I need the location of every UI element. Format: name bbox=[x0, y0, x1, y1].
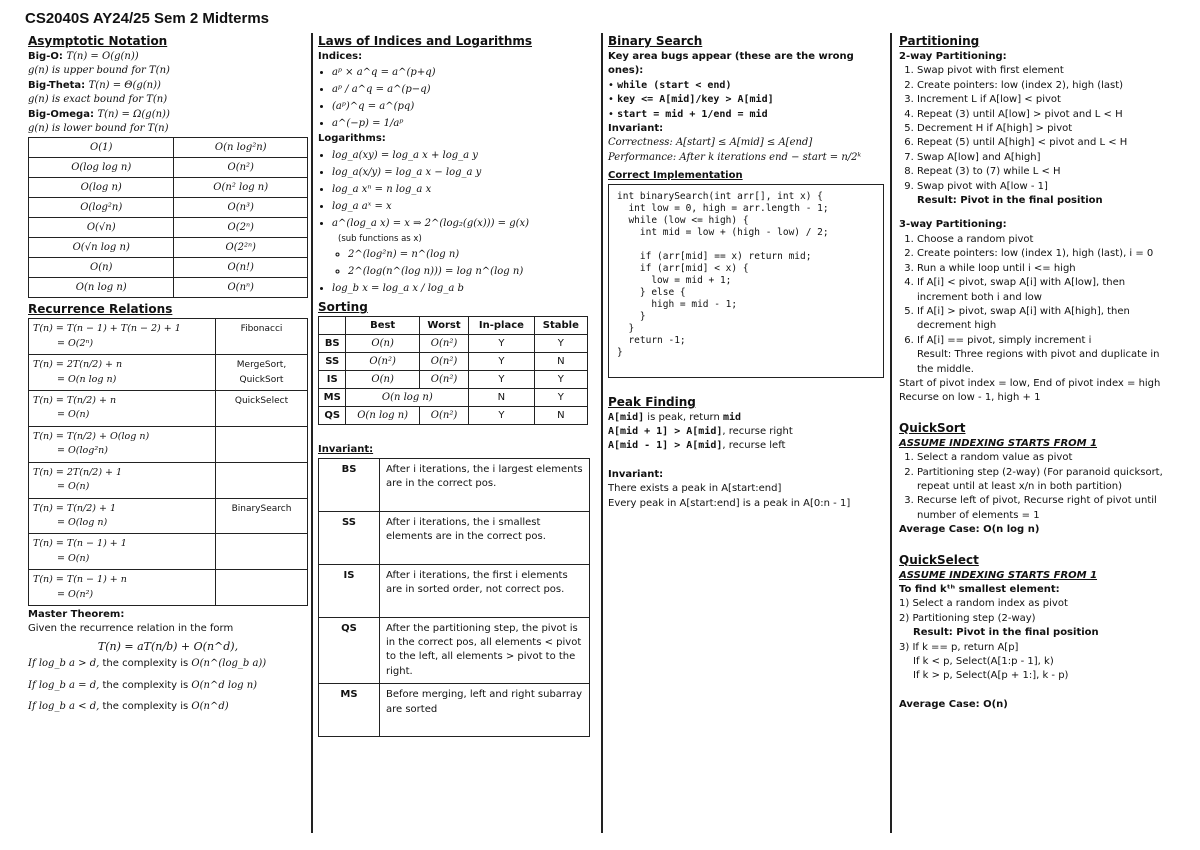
peak-action: is peak, return bbox=[644, 411, 724, 423]
recurrence-result: = O(n) bbox=[57, 481, 90, 493]
recurrence-result: = O(n) bbox=[57, 409, 90, 421]
column-1 bbox=[28, 33, 308, 721]
peak-invariant-1: There exists a peak in A[start:end] bbox=[608, 483, 782, 495]
invariant-text: After the partitioning step, the pivot is in the correct pos, all elements < pivot to the left, all elements > pivot to the right. bbox=[380, 617, 590, 684]
sorting-algo: BS bbox=[319, 335, 346, 353]
two-way-label: 2-way Partitioning: bbox=[899, 51, 1007, 62]
sorting-inplace: N bbox=[469, 389, 534, 407]
invariant-algo: IS bbox=[319, 564, 380, 617]
sorting-row bbox=[319, 371, 588, 389]
invariant-algo: SS bbox=[319, 511, 380, 564]
binary-invariant-label: Invariant: bbox=[608, 123, 664, 135]
quickselect-step: 1) Select a random index as pivot bbox=[899, 598, 1068, 610]
complexity-cell: O(n² log n) bbox=[174, 178, 308, 198]
complexity-table bbox=[28, 137, 308, 298]
master-case-text: the complexity is bbox=[99, 700, 192, 712]
quicksort-step: 2. Partitioning step (2-way) (For paranoid quicksort, repeat until at least x/n in both partition) bbox=[917, 466, 1175, 495]
recurrence-equation: T(n) = T(n − 1) + 1 bbox=[33, 538, 127, 550]
three-way-step: 2. Create pointers: low (index 1), high (last), i = 0 bbox=[917, 247, 1175, 261]
log-law: • log_a xⁿ = n log_a x bbox=[332, 181, 590, 198]
peak-rule bbox=[608, 439, 886, 453]
invariant-text: After i iterations, the i smallest elements are in the correct pos. bbox=[380, 511, 590, 564]
recurrence-equation-cell bbox=[29, 426, 216, 462]
log-sub-example: ◦ 2^(log(n^(log n))) = log n^(log n) bbox=[348, 263, 590, 280]
sorting-row bbox=[319, 353, 588, 371]
complexity-cell: O(n log²n) bbox=[174, 138, 308, 158]
three-way-step: 1. Choose a random pivot bbox=[917, 233, 1175, 247]
quickselect-average: Average Case: O(n) bbox=[899, 698, 1008, 710]
master-case-condition: If log_b a > d, bbox=[28, 658, 100, 670]
two-way-step: 3. Increment L if A[low] < pivot bbox=[917, 93, 1175, 107]
quicksort-step: 3. Recurse left of pivot, Recurse right of pivot until number of elements = 1 bbox=[917, 494, 1175, 523]
invariant-text: After i iterations, the first i elements are in sorted order, not correct pos. bbox=[380, 564, 590, 617]
two-way-step: 9. Swap pivot with A[low - 1] bbox=[917, 180, 1175, 194]
implementation-heading: Correct Implementation bbox=[608, 170, 743, 182]
recurrence-algorithm: QuickSelect bbox=[216, 391, 308, 427]
master-case-result: O(n^d) bbox=[191, 700, 229, 712]
bullet-icon: • bbox=[608, 94, 618, 106]
asymptotic-label: Big-O: bbox=[28, 51, 67, 62]
log-law: • a^(log_a x) = x ⇒ 2^(log₂(g(x))) = g(x) bbox=[332, 215, 590, 232]
complexity-cell: O(log log n) bbox=[29, 158, 174, 178]
peak-invariant-2: Every peak in A[start:end] is a peak in A[0:n - 1] bbox=[608, 497, 851, 509]
complexity-cell: O(1) bbox=[29, 138, 174, 158]
sorting-inplace: Y bbox=[469, 335, 534, 353]
recurrence-equation-cell bbox=[29, 462, 216, 498]
quickselect-step: 3) If k == p, return A[p] bbox=[899, 641, 1019, 653]
sorting-worst: O(n²) bbox=[419, 353, 468, 371]
asymptotic-line bbox=[28, 64, 308, 78]
column-2 bbox=[318, 33, 590, 737]
two-way-step: 6. Repeat (5) until A[high] < pivot and L < H bbox=[917, 136, 1175, 150]
peak-condition: A[mid + 1] > A[mid] bbox=[608, 426, 723, 438]
recurrence-row bbox=[29, 462, 308, 498]
invariant-row bbox=[319, 684, 590, 737]
asymptotic-line bbox=[28, 50, 308, 64]
quickselect-steps bbox=[899, 597, 1175, 683]
column-4 bbox=[899, 33, 1175, 712]
logarithms-list bbox=[318, 147, 590, 232]
bug-code: key <= A[mid]/key > A[mid] bbox=[617, 94, 774, 106]
sorting-stable: Y bbox=[534, 389, 587, 407]
column-3 bbox=[608, 33, 886, 511]
sorting-header-cell: Stable bbox=[534, 317, 587, 335]
master-theorem-intro: Given the recurrence relation in the form bbox=[28, 623, 234, 635]
recurrence-equation-cell bbox=[29, 355, 216, 391]
invariant-text: Before merging, left and right subarray are sorted bbox=[380, 684, 590, 737]
sorting-stable: N bbox=[534, 353, 587, 371]
asymptotic-text: T(n) = Θ(g(n)) bbox=[88, 79, 161, 91]
recurrence-equation-cell bbox=[29, 498, 216, 534]
log-sub-note: (sub functions as x) bbox=[338, 233, 422, 244]
complexity-cell: O(n) bbox=[29, 258, 174, 278]
recurrence-result: = O(n) bbox=[57, 552, 90, 564]
sorting-table bbox=[318, 316, 588, 425]
complexity-cell: O(2ⁿ) bbox=[174, 218, 308, 238]
sorting-best: O(n log n) bbox=[346, 407, 419, 425]
sorting-algo: QS bbox=[319, 407, 346, 425]
peak-condition: A[mid] bbox=[608, 411, 645, 423]
sorting-header-row bbox=[319, 317, 588, 335]
two-way-step: 5. Decrement H if A[high] > pivot bbox=[917, 122, 1175, 136]
index-law: • aᵖ × a^q = a^(p+q) bbox=[332, 64, 590, 81]
master-case-condition: If log_b a = d, bbox=[28, 679, 100, 691]
recurrence-equation: T(n) = T(n/2) + O(log n) bbox=[33, 430, 150, 442]
page-title: CS2040S AY24/25 Sem 2 Midterms bbox=[25, 10, 270, 27]
peak-finding-heading: Peak Finding bbox=[608, 394, 696, 409]
peak-return: mid bbox=[723, 411, 742, 423]
column-divider bbox=[601, 33, 603, 833]
sorting-best: O(n) bbox=[346, 335, 419, 353]
recurrence-algorithm: MergeSort, QuickSort bbox=[216, 355, 308, 391]
complexity-row bbox=[29, 178, 308, 198]
two-way-step: 7. Swap A[low] and A[high] bbox=[917, 151, 1175, 165]
master-theorem-heading: Master Theorem: bbox=[28, 608, 125, 620]
complexity-cell: O(n²) bbox=[174, 158, 308, 178]
recurrence-equation: T(n) = T(n/2) + 1 bbox=[33, 502, 117, 514]
asymptotic-label: Big-Omega: bbox=[28, 108, 98, 120]
quickselect-heading: QuickSelect bbox=[899, 552, 979, 567]
sorting-inplace: Y bbox=[469, 407, 534, 425]
recurrence-row bbox=[29, 498, 308, 534]
log-sub-list bbox=[318, 246, 590, 280]
sorting-header-cell: Best bbox=[346, 317, 419, 335]
sorting-algo: MS bbox=[319, 389, 346, 407]
two-way-step: 4. Repeat (3) until A[low] > pivot and L < H bbox=[917, 108, 1175, 122]
invariant-algo: MS bbox=[319, 684, 380, 737]
two-way-step: 2. Create pointers: low (index 2), high (last) bbox=[917, 79, 1175, 93]
complexity-row bbox=[29, 158, 308, 178]
sorting-best: O(n log n) bbox=[346, 389, 469, 407]
quickselect-assume: ASSUME INDEXING STARTS FROM 1 bbox=[899, 569, 1098, 581]
two-way-step: 8. Repeat (3) to (7) while L < H bbox=[917, 165, 1175, 179]
quicksort-average: Average Case: O(n log n) bbox=[899, 524, 1040, 536]
recurrence-algorithm bbox=[216, 534, 308, 570]
sorting-stable: N bbox=[534, 407, 587, 425]
index-law: • (aᵖ)^q = a^(pq) bbox=[332, 98, 590, 115]
quickselect-step: If k > p, Select(A[p + 1:], k - p) bbox=[913, 670, 1069, 682]
sorting-header-cell: In-place bbox=[469, 317, 534, 335]
log-sub-example: ◦ 2^(log²n) = n^(log n) bbox=[348, 246, 590, 263]
complexity-row bbox=[29, 138, 308, 158]
complexity-cell: O(nⁿ) bbox=[174, 278, 308, 298]
complexity-cell: O(2²ⁿ) bbox=[174, 238, 308, 258]
column-divider bbox=[890, 33, 892, 833]
bug-code: start = mid + 1/end = mid bbox=[617, 108, 768, 120]
sorting-algo: SS bbox=[319, 353, 346, 371]
recurrence-heading: Recurrence Relations bbox=[28, 302, 173, 317]
asymptotic-heading: Asymptotic Notation bbox=[28, 34, 168, 48]
recurrence-equation: T(n) = 2T(n/2) + n bbox=[33, 359, 123, 371]
asymptotic-text: g(n) is lower bound for T(n) bbox=[28, 123, 169, 135]
complexity-row bbox=[29, 238, 308, 258]
two-way-result: Result: Pivot in the final position bbox=[917, 195, 1103, 207]
complexity-cell: O(n log n) bbox=[29, 278, 174, 298]
bug-item bbox=[608, 93, 886, 107]
sorting-algo: IS bbox=[319, 371, 346, 389]
index-law: • aᵖ / a^q = a^(p−q) bbox=[332, 81, 590, 98]
log-law: • log_a aˣ = x bbox=[332, 198, 590, 215]
invariant-heading: Invariant: bbox=[318, 444, 374, 456]
sorting-inplace: Y bbox=[469, 353, 534, 371]
recurrence-row bbox=[29, 319, 308, 355]
two-way-steps bbox=[899, 64, 1175, 194]
asymptotic-label: Big-Theta: bbox=[28, 79, 89, 91]
three-way-label: 3-way Partitioning: bbox=[899, 219, 1007, 231]
three-way-step: 3. Run a while loop until i <= high bbox=[917, 262, 1175, 276]
correctness-line: Correctness: A[start] ≤ A[mid] ≤ A[end] bbox=[608, 137, 813, 149]
master-case bbox=[28, 700, 308, 714]
change-base-list bbox=[318, 280, 590, 297]
master-case-result: O(n^d log n) bbox=[191, 679, 258, 691]
bugs-list bbox=[608, 79, 886, 122]
complexity-cell: O(n!) bbox=[174, 258, 308, 278]
master-case-condition: If log_b a < d, bbox=[28, 700, 100, 712]
recurrence-equation-cell bbox=[29, 534, 216, 570]
recurrence-table bbox=[28, 318, 308, 606]
invariant-row bbox=[319, 511, 590, 564]
recurrence-row bbox=[29, 391, 308, 427]
master-case bbox=[28, 657, 308, 671]
indices-label: Indices: bbox=[318, 51, 363, 62]
bugs-label: Key area bugs appear (these are the wrong ones): bbox=[608, 51, 854, 77]
master-case-text: the complexity is bbox=[99, 679, 192, 691]
indices-list bbox=[318, 64, 590, 132]
asymptotic-text: T(n) = O(g(n)) bbox=[66, 51, 139, 62]
invariant-row bbox=[319, 564, 590, 617]
sorting-stable: Y bbox=[534, 335, 587, 353]
quickselect-step: 2) Partitioning step (2-way) bbox=[899, 612, 1036, 624]
recurrence-equation: T(n) = T(n − 1) + T(n − 2) + 1 bbox=[33, 323, 181, 335]
partitioning-heading: Partitioning bbox=[899, 34, 980, 48]
complexity-cell: O(n³) bbox=[174, 198, 308, 218]
quicksort-steps bbox=[899, 451, 1175, 523]
performance-line: Performance: After k iterations end − start = n/2ᵏ bbox=[608, 151, 862, 163]
complexity-row bbox=[29, 258, 308, 278]
asymptotic-text: g(n) is upper bound for T(n) bbox=[28, 65, 170, 77]
sorting-best: O(n) bbox=[346, 371, 419, 389]
sorting-worst: O(n²) bbox=[419, 407, 468, 425]
complexity-cell: O(√n) bbox=[29, 218, 174, 238]
bug-code: while (start < end) bbox=[617, 79, 732, 91]
quicksort-assume: ASSUME INDEXING STARTS FROM 1 bbox=[899, 437, 1098, 449]
three-way-step: 4. If A[i] < pivot, swap A[i] with A[low], then increment both i and low bbox=[917, 276, 1175, 305]
recurrence-result: = O(n²) bbox=[57, 588, 94, 600]
asymptotic-line bbox=[28, 108, 308, 122]
invariant-table bbox=[318, 458, 590, 738]
asymptotic-line bbox=[28, 93, 308, 107]
logarithms-label: Logarithms: bbox=[318, 133, 386, 145]
asymptotic-line bbox=[28, 122, 308, 136]
complexity-row bbox=[29, 278, 308, 298]
bullet-icon: • bbox=[608, 108, 618, 120]
invariant-algo: QS bbox=[319, 617, 380, 684]
three-way-steps bbox=[899, 233, 1175, 348]
bullet-icon: • bbox=[608, 79, 618, 91]
quicksort-heading: QuickSort bbox=[899, 420, 966, 435]
master-theorem-form: T(n) = aT(n/b) + O(n^d), bbox=[97, 639, 239, 653]
invariant-row bbox=[319, 617, 590, 684]
two-way-step: 1. Swap pivot with first element bbox=[917, 64, 1175, 78]
recurrence-equation: T(n) = 2T(n/2) + 1 bbox=[33, 466, 123, 478]
peak-rule bbox=[608, 411, 886, 425]
bug-item bbox=[608, 108, 886, 122]
index-law: • a^(−p) = 1/aᵖ bbox=[332, 115, 590, 132]
complexity-row bbox=[29, 198, 308, 218]
recurrence-equation: T(n) = T(n/2) + n bbox=[33, 395, 117, 407]
recurse-note: Recurse on low - 1, high + 1 bbox=[899, 392, 1041, 404]
laws-heading: Laws of Indices and Logarithms bbox=[318, 34, 533, 48]
recurrence-equation-cell bbox=[29, 391, 216, 427]
complexity-cell: O(log²n) bbox=[29, 198, 174, 218]
complexity-row bbox=[29, 218, 308, 238]
bug-item bbox=[608, 79, 886, 93]
peak-condition: A[mid - 1] > A[mid] bbox=[608, 440, 723, 452]
quicksort-step: 1. Select a random value as pivot bbox=[917, 451, 1175, 465]
recurrence-result: = O(log²n) bbox=[57, 445, 108, 457]
peak-action: , recurse left bbox=[722, 440, 786, 452]
quickselect-step: Result: Pivot in the final position bbox=[913, 627, 1099, 639]
invariant-text: After i iterations, the i largest elements are in the correct pos. bbox=[380, 458, 590, 511]
column-divider bbox=[311, 33, 313, 833]
recurrence-algorithm bbox=[216, 462, 308, 498]
sorting-best: O(n²) bbox=[346, 353, 419, 371]
quickselect-find: To find kᵗʰ smallest element: bbox=[899, 584, 1060, 595]
complexity-cell: O(√n log n) bbox=[29, 238, 174, 258]
recurrence-result: = O(n log n) bbox=[57, 373, 117, 385]
asymptotic-text: T(n) = Ω(g(n)) bbox=[97, 108, 170, 120]
recurrence-algorithm bbox=[216, 426, 308, 462]
recurrence-equation: T(n) = T(n − 1) + n bbox=[33, 574, 127, 586]
recurrence-row bbox=[29, 534, 308, 570]
recurrence-equation-cell bbox=[29, 319, 216, 355]
invariant-algo: BS bbox=[319, 458, 380, 511]
recurrence-algorithm: BinarySearch bbox=[216, 498, 308, 534]
change-base-formula: • log_b x = log_a x / log_a b bbox=[332, 280, 590, 297]
sorting-header-cell bbox=[319, 317, 346, 335]
binary-search-heading: Binary Search bbox=[608, 34, 703, 48]
master-case-result: O(n^(log_b a)) bbox=[191, 658, 267, 670]
sorting-row bbox=[319, 335, 588, 353]
sorting-worst: O(n²) bbox=[419, 371, 468, 389]
sorting-worst: O(n²) bbox=[419, 335, 468, 353]
sorting-row bbox=[319, 389, 588, 407]
quickselect-step: If k < p, Select(A[1:p - 1], k) bbox=[913, 656, 1054, 668]
recurrence-algorithm bbox=[216, 570, 308, 606]
recurrence-row bbox=[29, 355, 308, 391]
three-way-result: Result: Three regions with pivot and duplicate in the middle. bbox=[917, 349, 1160, 375]
peak-invariant-label: Invariant: bbox=[608, 468, 664, 480]
sorting-row bbox=[319, 407, 588, 425]
recurrence-row bbox=[29, 426, 308, 462]
invariant-row bbox=[319, 458, 590, 511]
log-law: • log_a(x/y) = log_a x − log_a y bbox=[332, 164, 590, 181]
log-law: • log_a(xy) = log_a x + log_a y bbox=[332, 147, 590, 164]
sorting-header-cell: Worst bbox=[419, 317, 468, 335]
recurrence-result: = O(2ⁿ) bbox=[57, 337, 94, 349]
asymptotic-definitions bbox=[28, 50, 308, 136]
sorting-inplace: Y bbox=[469, 371, 534, 389]
master-case bbox=[28, 679, 308, 693]
master-theorem-cases bbox=[28, 657, 308, 714]
three-way-step: 6. If A[i] == pivot, simply increment i bbox=[917, 334, 1175, 348]
recurrence-algorithm: Fibonacci bbox=[216, 319, 308, 355]
recurrence-row bbox=[29, 570, 308, 606]
peak-action: , recurse right bbox=[722, 426, 793, 438]
binary-search-code: int binarySearch(int arr[], int x) { int low = 0, high = arr.length - 1; while (low <= high) { int mid = low + (high - low) / 2; if (arr[mid] == x) return mid; if (arr[mid] < x) { low = mid + 1; } else { high = mid - 1; } } return -1; } bbox=[608, 184, 884, 378]
pivot-index-note: Start of pivot index = low, End of pivot index = high bbox=[899, 377, 1161, 389]
asymptotic-text: g(n) is exact bound for T(n) bbox=[28, 94, 168, 106]
recurrence-equation-cell bbox=[29, 570, 216, 606]
three-way-step: 5. If A[i] > pivot, swap A[i] with A[high], then decrement high bbox=[917, 305, 1175, 334]
master-case-text: the complexity is bbox=[99, 658, 192, 670]
recurrence-result: = O(log n) bbox=[57, 516, 108, 528]
asymptotic-line bbox=[28, 79, 308, 93]
sorting-heading: Sorting bbox=[318, 300, 368, 315]
peak-rule bbox=[608, 425, 886, 439]
peak-rules bbox=[608, 411, 886, 454]
complexity-cell: O(log n) bbox=[29, 178, 174, 198]
sorting-stable: Y bbox=[534, 371, 587, 389]
